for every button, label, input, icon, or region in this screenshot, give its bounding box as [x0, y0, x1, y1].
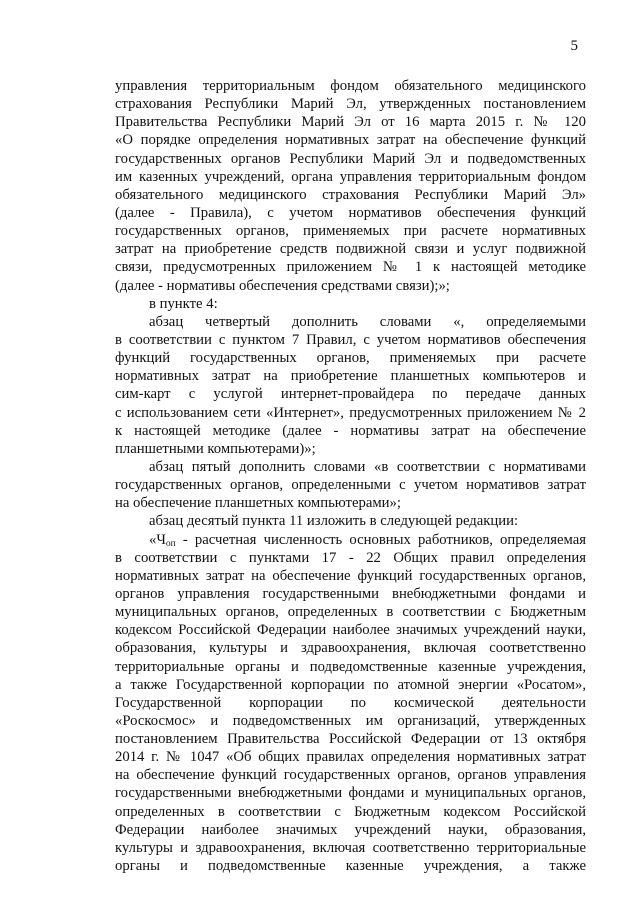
text-line: (далее - Правила), с учетом нормативов обеспечения функций: [115, 204, 586, 221]
text-line: государственными внебюджетными фондами и муниципальных органов,: [115, 785, 586, 802]
text-line: государственных органов Республики Марий Эл и подведомственных: [115, 150, 586, 167]
text-line: нормативных затрат на обеспечение функций государственных органов,: [115, 567, 586, 584]
text-line: Правительства Республики Марий Эл от 16 марта 2015 г. № 120: [115, 114, 586, 131]
text-line: культуры и здравоохранения, включая соответственно территориальные: [115, 839, 586, 856]
text-line: сим-карт с услугой интернет-провайдера по передаче данных: [115, 386, 586, 403]
text-line: органы и подведомственные казенные учреждения, а также: [115, 858, 586, 875]
text-line: «О порядке определения нормативных затрат на обеспечение функций: [115, 132, 586, 149]
text-line: в соответствии с пунктами 17 - 22 Общих правил определения: [115, 549, 586, 566]
text-line: страхования Республики Марий Эл, утвержденных постановлением: [115, 96, 586, 113]
text-line: органов управления государственными внебюджетными фондами и: [115, 585, 586, 602]
text-line: на обеспечение планшетных компьютерами»;: [115, 495, 401, 512]
document-body: [115, 77, 586, 875]
text-line: в соответствии с пунктом 7 Правил, с учетом нормативов обеспечения: [115, 331, 586, 348]
text-line: функций государственных органов, применяемых при расчете: [115, 350, 586, 367]
subscript: оп: [165, 538, 176, 549]
text-line: в пункте 4:: [149, 295, 218, 312]
text-line: управления территориальным фондом обязательного медицинского: [115, 78, 586, 94]
text-line: муниципальных органов, определенных в соответствии с Бюджетным: [115, 604, 586, 621]
text-line: «Роскосмос» и подведомственных им организаций, утвержденных: [115, 712, 586, 729]
text-line: им казенных учреждений, органа управления территориальным фондом: [115, 168, 586, 185]
text-line: Федерации наиболее значимых учреждений науки, образования,: [115, 821, 586, 838]
text-line: государственных органов, определенными с учетом нормативов затрат: [115, 477, 586, 494]
text-line: Государственной корпорации по космической деятельности: [115, 694, 586, 711]
text-line: (далее - нормативы обеспечения средствами связи);»;: [115, 277, 450, 294]
text-line: на обеспечение функций государственных органов, органов управления: [115, 767, 586, 784]
text-line: связи, предусмотренных приложением № 1 к настоящей методике: [115, 259, 586, 276]
text-line: с использованием сети «Интернет», предусмотренных приложением № 2: [115, 404, 586, 421]
text-line: обязательного медицинского страхования Республики Марий Эл»: [115, 186, 586, 203]
text-line: определенных в соответствии с Бюджетным кодексом Российской: [115, 803, 586, 820]
text-fragment: - расчетная численность основных работников, определяемая: [175, 531, 586, 548]
text-line: абзац пятый дополнить словами «в соответствии с нормативами: [149, 458, 586, 475]
page-number: 5: [570, 38, 578, 54]
text-line: государственных органов, применяемых при расчете нормативных: [115, 223, 586, 240]
text-line: [115, 531, 586, 549]
text-line: постановлением Правительства Российской Федерации от 13 октября: [115, 731, 586, 748]
text-line: кодексом Российской Федерации наиболее значимых учреждений науки,: [115, 622, 586, 639]
text-line: территориальные органы и подведомственные казенные учреждения,: [115, 658, 586, 675]
text-line: нормативных затрат на приобретение планшетных компьютеров и: [115, 368, 586, 385]
text-line: образования, культуры и здравоохранения, включая соответственно: [115, 640, 586, 657]
text-line: затрат на приобретение средств подвижной связи и услуг подвижной: [115, 241, 586, 258]
text-line: абзац десятый пункта 11 изложить в следующей редакции:: [149, 513, 519, 530]
text-line: планшетными компьютерами)»;: [115, 440, 316, 457]
text-line: абзац четвертый дополнить словами «, определяемыми: [149, 313, 586, 330]
text-line: 2014 г. № 1047 «Об общих правилах определения нормативных затрат: [115, 749, 586, 766]
text-line: а также Государственной корпорации по атомной энергии «Росатом»,: [115, 676, 586, 693]
text-fragment: «Ч: [149, 531, 166, 548]
text-line: к настоящей методике (далее - нормативы затрат на обеспечение: [115, 422, 586, 439]
